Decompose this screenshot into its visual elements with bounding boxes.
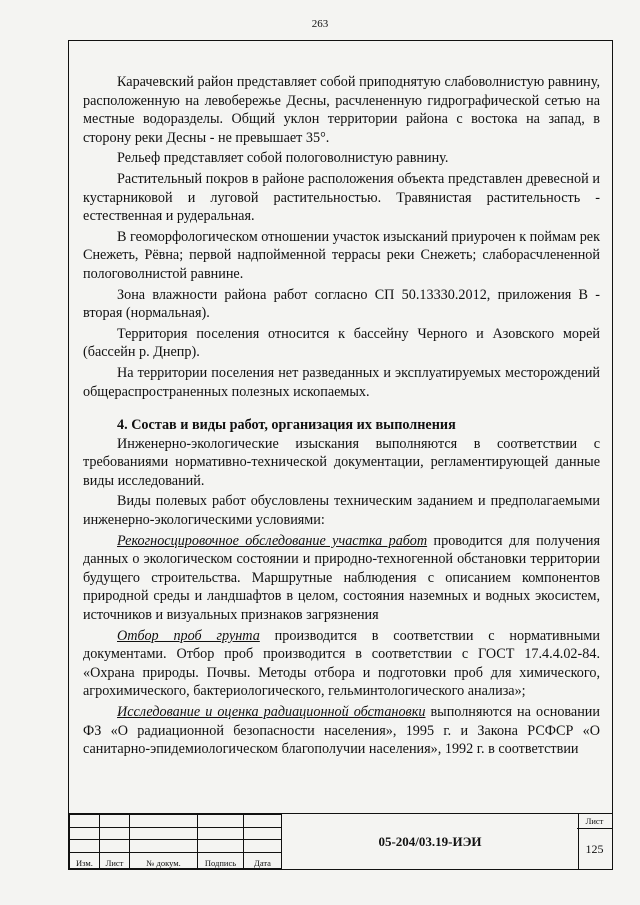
paragraph-relief-general: Карачевский район представляет собой приподнятую слабоволнистую равнину, расположенную на левобережье Десны, расчлененную гидрографической сетью на местные водоразделы. Общий уклон территории района с востока на запад, в сторону реки Десны - не превышает 35°. [83, 74, 600, 146]
label-change: Изм. [70, 853, 100, 869]
document-frame [68, 40, 613, 870]
document-code: 05-204/03.19-ИЭИ [281, 814, 579, 869]
label-signature: Подпись [198, 853, 244, 869]
paragraph-relief: Рельеф представляет собой пологоволнистую равнину. [117, 150, 449, 167]
title-block [69, 813, 612, 869]
work-item-text: производится в соответствии с нормативными документами. Отбор проб производится в соответствии с ГОСТ 17.4.4.02-84. «Охрана природы. Почвы. Методы отбора и подготовки проб для химического, агрохимического, бактериологического, гельминтологического анализа»; [83, 627, 600, 700]
paragraph-vegetation: Растительный покров в районе расположения объекта представлен древесной и кустарниковой и луговой растительностью. Травянистая растительность - естественная и рудеральная. [83, 170, 600, 225]
paragraph-humidity: Зона влажности района работ согласно СП 50.13330.2012, приложения В - вторая (нормальная). [83, 286, 600, 322]
paragraph-minerals: На территории поселения нет разведанных и эксплуатируемых месторождений общераспространенных полезных ископаемых. [83, 364, 600, 400]
section-paragraph-1: Инженерно-экологические изыскания выполняются в соответствии с требованиями нормативно-технической документации, регламентирующей данные виды исследований. [83, 435, 600, 489]
work-item-term: Рекогносцировочное обследование участка работ [117, 532, 428, 549]
section-title: 4. Состав и виды работ, организация их выполнения [117, 417, 456, 434]
sheet-box [577, 814, 612, 869]
work-item-term: Исследование и оценка радиационной обстановки [117, 704, 426, 720]
revision-table [69, 814, 282, 869]
work-item-text: выполняются на основании ФЗ «О радиационной безопасности населения», 1995 г. и Закона РСФСР «О санитарно-эпидемиологическом благополучии населения», 1992 г. в соответствии [83, 704, 600, 758]
work-item-reconnaissance [83, 532, 600, 625]
paragraph-basin: Территория поселения относится к бассейну Черного и Азовского морей (бассейн р. Днепр). [83, 325, 600, 361]
label-doc-number: № докум. [130, 853, 198, 869]
section-paragraph-2: Виды полевых работ обусловлены техническим заданием и предполагаемыми инженерно-экологическими условиями: [83, 493, 600, 529]
work-item-text: проводится для получения данных о экологическом состоянии и природно-техногенной обстановки территории будущего строительства. Маршрутные наблюдения с описанием компонентов природной среды и ландшафтов в целом, состояния наземных и водных экосистем, источников и визуальных признаков загрязнения [83, 532, 601, 624]
label-date: Дата [244, 853, 282, 869]
page-number: 263 [311, 18, 329, 30]
sheet-number: 125 [585, 841, 604, 856]
work-item-radiation [83, 703, 600, 759]
work-item-soil-sampling [83, 627, 600, 701]
label-sheet: Лист [100, 853, 130, 869]
sheet-label: Лист [577, 814, 612, 829]
document-body [83, 73, 600, 759]
paragraph-geomorphology: В геоморфологическом отношении участок изысканий приурочен к поймам рек Снежеть, Рёвна; первой надпойменной террасы реки Снежеть; слаборасчлененной пологоволнистой равнине. [83, 228, 600, 282]
work-item-term: Отбор проб грунта [117, 627, 260, 644]
